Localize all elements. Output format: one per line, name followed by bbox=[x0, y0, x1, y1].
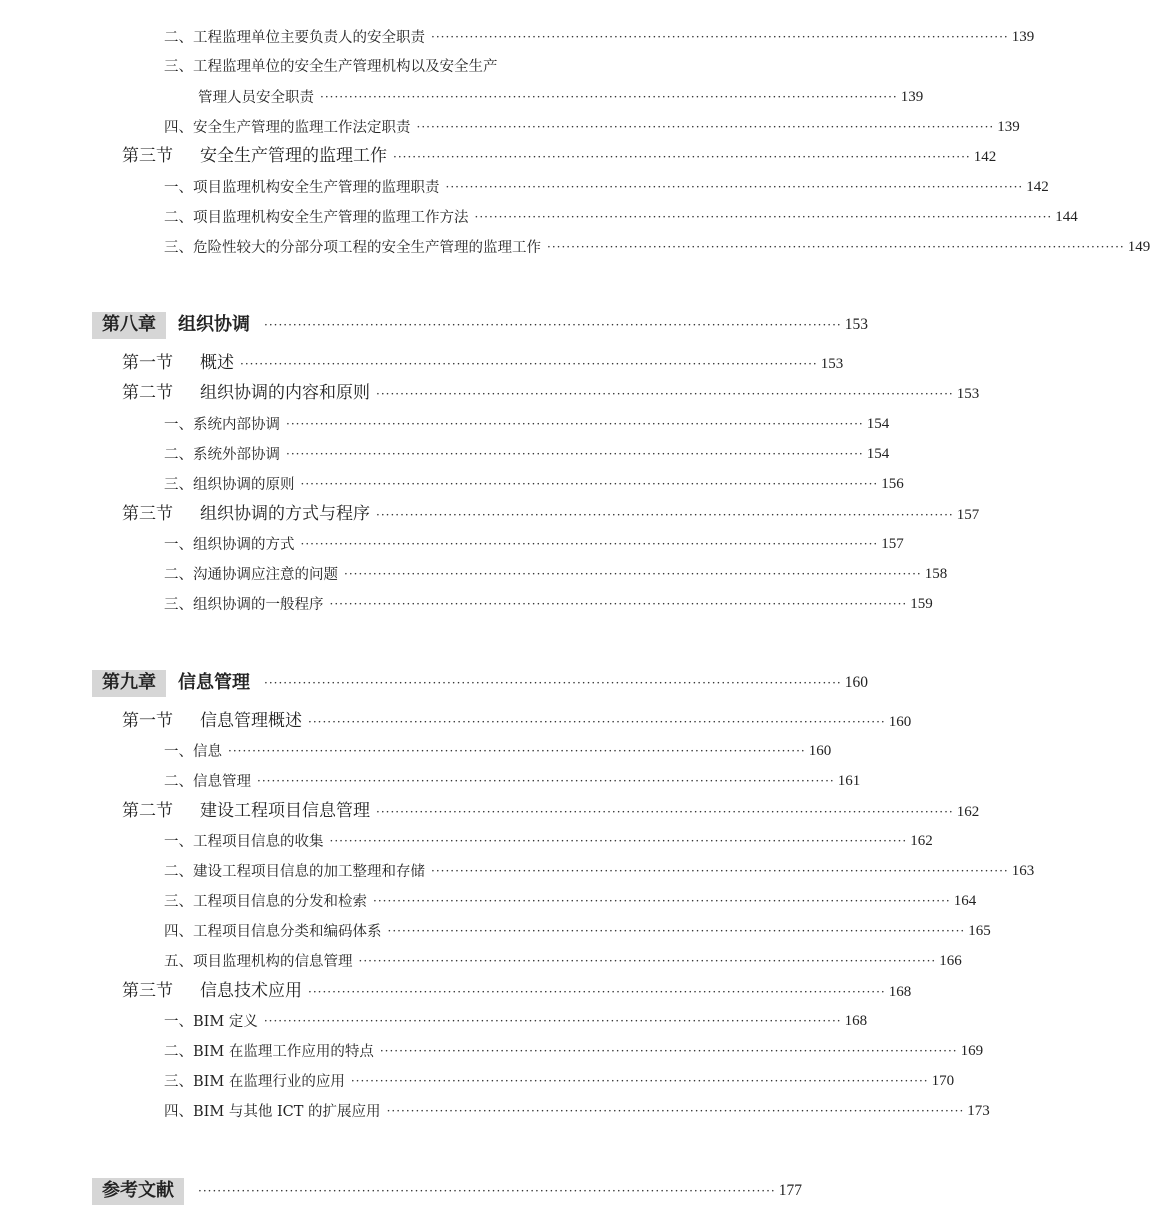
section-label bbox=[122, 803, 370, 820]
dot-leader: ························································································································ bbox=[240, 357, 818, 371]
dot-leader: ························································································································ bbox=[198, 1184, 776, 1198]
item-title: 三、危险性较大的分部分项工程的安全生产管理的监理工作 bbox=[164, 239, 541, 256]
dot-leader: ························································································································ bbox=[416, 120, 995, 134]
toc-item bbox=[164, 833, 933, 850]
dot-leader: ························································································································ bbox=[228, 744, 806, 758]
toc-chapter bbox=[92, 1176, 802, 1206]
toc-item bbox=[164, 923, 991, 940]
dot-leader: ························································································································ bbox=[320, 90, 898, 104]
section-label bbox=[122, 148, 387, 165]
chapter-title: 组织协调 bbox=[178, 314, 250, 335]
toc-item bbox=[164, 863, 1035, 880]
page-number: 153 bbox=[820, 356, 844, 372]
page-number: 153 bbox=[956, 386, 980, 402]
page-number: 139 bbox=[1011, 29, 1035, 45]
page-number: 156 bbox=[881, 476, 904, 492]
page-number: 149 bbox=[1127, 239, 1150, 255]
toc-item bbox=[164, 1103, 990, 1120]
toc-item bbox=[164, 446, 890, 463]
toc-chapter bbox=[92, 668, 868, 698]
section-title: 概述 bbox=[200, 353, 234, 373]
section-number: 第一节 bbox=[122, 711, 173, 731]
toc-section bbox=[122, 801, 980, 821]
dot-leader: ························································································································ bbox=[264, 676, 842, 690]
dot-leader: ························································································································ bbox=[329, 834, 908, 848]
item-title: 管理人员安全职责 bbox=[198, 89, 314, 106]
dot-leader: ························································································································ bbox=[329, 597, 908, 611]
toc-item bbox=[164, 536, 904, 553]
item-title: 一、信息 bbox=[164, 743, 222, 760]
item-title: 三、组织协调的一般程序 bbox=[164, 596, 324, 613]
toc-item bbox=[164, 743, 832, 760]
section-number: 第一节 bbox=[122, 353, 173, 373]
chapter-title: 信息管理 bbox=[178, 672, 250, 693]
page-number: 158 bbox=[924, 566, 948, 582]
page-number: 160 bbox=[808, 743, 832, 759]
page-number: 142 bbox=[1026, 179, 1049, 195]
dot-leader: ························································································································ bbox=[350, 1074, 929, 1088]
item-title: 三、工程项目信息的分发和检索 bbox=[164, 893, 367, 910]
page-number: 164 bbox=[953, 893, 977, 909]
chapter-number: 参考文献 bbox=[92, 1178, 184, 1205]
dot-leader: ························································································································ bbox=[263, 1014, 842, 1028]
toc-item bbox=[164, 953, 962, 970]
toc-item-continuation bbox=[198, 89, 924, 106]
section-number: 第二节 bbox=[122, 383, 173, 403]
dot-leader: ························································································································ bbox=[344, 567, 922, 581]
section-number: 第二节 bbox=[122, 801, 173, 821]
toc-item bbox=[164, 29, 1035, 46]
page-number: 170 bbox=[931, 1073, 955, 1089]
dot-leader: ························································································································ bbox=[286, 417, 864, 431]
item-title: 四、BIM 与其他 ICT 的扩展应用 bbox=[164, 1103, 381, 1120]
page-number: 157 bbox=[881, 536, 904, 552]
toc-item bbox=[164, 1073, 955, 1090]
section-label bbox=[122, 355, 234, 372]
item-title: 二、信息管理 bbox=[164, 773, 251, 790]
page-number: 177 bbox=[778, 1182, 802, 1200]
toc-item bbox=[164, 476, 904, 493]
page-number: 160 bbox=[844, 674, 868, 692]
item-title: 五、项目监理机构的信息管理 bbox=[164, 953, 353, 970]
page-number: 154 bbox=[866, 446, 890, 462]
dot-leader: ························································································································ bbox=[257, 774, 835, 788]
page-number: 162 bbox=[910, 833, 933, 849]
section-number: 第三节 bbox=[122, 146, 173, 166]
page-number: 168 bbox=[844, 1013, 868, 1029]
page-number: 173 bbox=[967, 1103, 990, 1119]
dot-leader: ························································································································ bbox=[393, 150, 971, 164]
dot-leader: ························································································································ bbox=[431, 864, 1009, 878]
dot-leader: ························································································································ bbox=[286, 447, 864, 461]
item-title: 二、沟通协调应注意的问题 bbox=[164, 566, 338, 583]
dot-leader: ························································································································ bbox=[445, 180, 1024, 194]
page-number: 160 bbox=[888, 714, 912, 730]
item-title: 二、BIM 在监理工作应用的特点 bbox=[164, 1043, 374, 1060]
toc-item bbox=[164, 416, 890, 433]
item-title: 一、系统内部协调 bbox=[164, 416, 280, 433]
toc-item bbox=[164, 773, 861, 790]
toc-section bbox=[122, 146, 997, 166]
item-title: 三、BIM 在监理行业的应用 bbox=[164, 1073, 345, 1090]
toc-item bbox=[164, 239, 1150, 256]
dot-leader: ························································································································ bbox=[547, 240, 1125, 254]
toc-section bbox=[122, 981, 912, 1001]
toc-item bbox=[164, 60, 654, 75]
page-number: 142 bbox=[973, 149, 997, 165]
dot-leader: ························································································································ bbox=[386, 1104, 965, 1118]
toc-item bbox=[164, 179, 1049, 196]
dot-leader: ························································································································ bbox=[300, 477, 879, 491]
section-title: 组织协调的内容和原则 bbox=[200, 383, 370, 403]
dot-leader: ························································································································ bbox=[373, 894, 951, 908]
section-title: 安全生产管理的监理工作 bbox=[200, 146, 387, 166]
dot-leader: ························································································································ bbox=[308, 715, 886, 729]
page-number: 162 bbox=[956, 804, 980, 820]
toc-item bbox=[164, 893, 977, 910]
chapter-number: 第八章 bbox=[92, 312, 166, 339]
section-title: 组织协调的方式与程序 bbox=[200, 504, 370, 524]
toc-item bbox=[164, 119, 1020, 136]
dot-leader: ························································································································ bbox=[376, 508, 954, 522]
section-title: 建设工程项目信息管理 bbox=[200, 801, 370, 821]
toc-item bbox=[164, 1043, 984, 1060]
page-number: 139 bbox=[997, 119, 1020, 135]
item-title: 一、BIM 定义 bbox=[164, 1013, 258, 1030]
dot-leader: ························································································································ bbox=[264, 318, 842, 332]
section-title: 信息管理概述 bbox=[200, 711, 302, 731]
page-number: 154 bbox=[866, 416, 890, 432]
dot-leader: ························································································································ bbox=[308, 985, 886, 999]
page-number: 159 bbox=[910, 596, 933, 612]
dot-leader: ························································································································ bbox=[431, 30, 1009, 44]
item-title: 二、系统外部协调 bbox=[164, 446, 280, 463]
item-title: 二、建设工程项目信息的加工整理和存储 bbox=[164, 863, 425, 880]
chapter-number: 第九章 bbox=[92, 670, 166, 697]
dot-leader: ························································································································ bbox=[474, 210, 1053, 224]
section-number: 第三节 bbox=[122, 504, 173, 524]
item-title: 三、工程监理单位的安全生产管理机构以及安全生产 bbox=[164, 59, 498, 75]
toc-item bbox=[164, 596, 933, 613]
section-number: 第三节 bbox=[122, 981, 173, 1001]
page-number: 168 bbox=[888, 984, 912, 1000]
dot-leader: ························································································································ bbox=[379, 1044, 958, 1058]
page-number: 144 bbox=[1055, 209, 1078, 225]
item-title: 二、工程监理单位主要负责人的安全职责 bbox=[164, 29, 425, 46]
item-title: 三、组织协调的原则 bbox=[164, 476, 295, 493]
section-label bbox=[122, 385, 370, 402]
dot-leader: ························································································································ bbox=[376, 387, 954, 401]
item-title: 一、项目监理机构安全生产管理的监理职责 bbox=[164, 179, 440, 196]
toc-chapter bbox=[92, 310, 868, 340]
section-label bbox=[122, 713, 302, 730]
toc-item bbox=[164, 209, 1078, 226]
toc-section bbox=[122, 504, 980, 524]
section-label bbox=[122, 983, 302, 1000]
dot-leader: ························································································································ bbox=[358, 954, 937, 968]
page-number: 157 bbox=[956, 507, 980, 523]
dot-leader: ························································································································ bbox=[376, 805, 954, 819]
item-title: 一、工程项目信息的收集 bbox=[164, 833, 324, 850]
page-number: 153 bbox=[844, 316, 868, 334]
page-number: 163 bbox=[1011, 863, 1035, 879]
section-label bbox=[122, 506, 370, 523]
toc-section bbox=[122, 711, 912, 731]
item-title: 二、项目监理机构安全生产管理的监理工作方法 bbox=[164, 209, 469, 226]
page-number: 139 bbox=[900, 89, 924, 105]
page-number: 166 bbox=[939, 953, 962, 969]
item-title: 四、安全生产管理的监理工作法定职责 bbox=[164, 119, 411, 136]
toc-item bbox=[164, 1013, 868, 1030]
page-number: 165 bbox=[968, 923, 991, 939]
page-number: 169 bbox=[960, 1043, 984, 1059]
toc-section bbox=[122, 353, 844, 373]
page-number: 161 bbox=[837, 773, 861, 789]
item-title: 四、工程项目信息分类和编码体系 bbox=[164, 923, 382, 940]
section-title: 信息技术应用 bbox=[200, 981, 302, 1001]
dot-leader: ························································································································ bbox=[300, 537, 879, 551]
item-title: 一、组织协调的方式 bbox=[164, 536, 295, 553]
dot-leader: ························································································································ bbox=[387, 924, 966, 938]
toc-item bbox=[164, 566, 948, 583]
toc-section bbox=[122, 383, 980, 403]
